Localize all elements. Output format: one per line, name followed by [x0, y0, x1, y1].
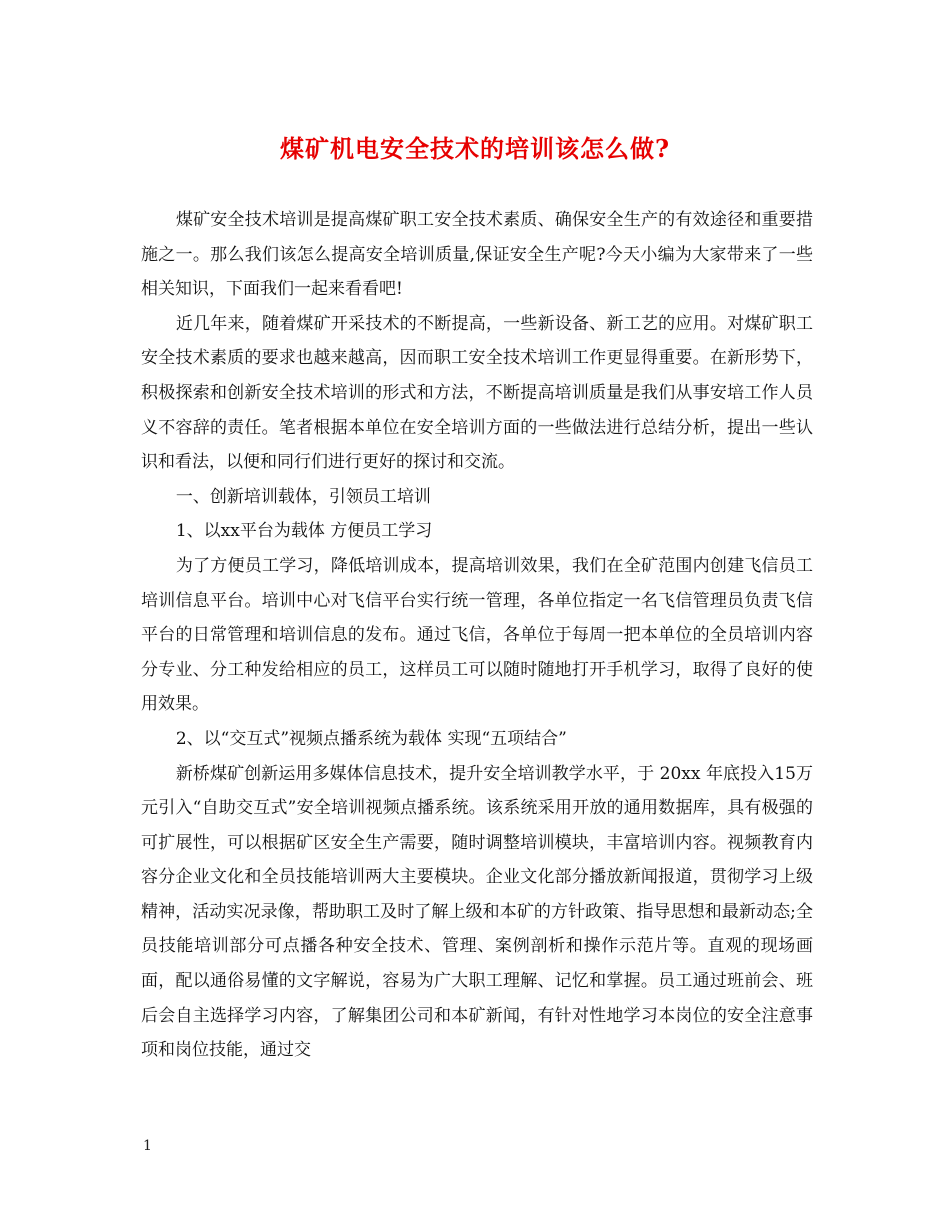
subsection-heading-2: 2、以“交互式”视频点播系统为载体 实现“五项结合” — [175, 728, 567, 749]
document-title: 煤矿机电安全技术的培训该怎么做? — [279, 134, 671, 163]
section-heading-1: 一、创新培训载体，引领员工培训 — [175, 486, 431, 507]
paragraph-video-system: 新桥煤矿创新运用多媒体信息技术，提升安全培训教学水平，于 20xx 年底投入15万元引入“自助交互式”安全培训视频点播系统。该系统采用开放的通用数据库，具有极强的可扩展性，可以根据矿区安全生产需要，随时调整培训模块，丰富培训内容。视频教育内容分企业文化和全员技能培训两大主要模块。企业文化部分播放新闻报道，贯彻学习上级精神，活动实况录像，帮助职工及时了解上级和本矿的方针政策、指导思想和最新动态;全员技能培训部分可点播各种安全技术、管理、案例剖析和操作示范片等。直观的现场画面，配以通俗易懂的文字解说，容易为广大职工理解、记忆和掌握。员工通过班前会、班后会自主选择学习内容，了解集团公司和本矿新闻，有针对性地学习本岗位的安全注意事项和岗位技能，通过交 — [141, 763, 813, 1061]
paragraph-background: 近几年来，随着煤矿开采技术的不断提高，一些新设备、新工艺的应用。对煤矿职工安全技术素质的要求也越来越高，因而职工安全技术培训工作更显得重要。在新形势下，积极探索和创新安全技术培训的形式和方法，不断提高培训质量是我们从事安培工作人员义不容辞的责任。笔者根据本单位在安全培训方面的一些做法进行总结分析，提出一些认识和看法，以便和同行们进行更好的探讨和交流。 — [141, 313, 813, 473]
document-body — [141, 203, 813, 1068]
paragraph-fetion-platform: 为了方便员工学习，降低培训成本，提高培训效果，我们在全矿范围内创建飞信员工培训信息平台。培训中心对飞信平台实行统一管理，各单位指定一名飞信管理员负责飞信平台的日常管理和培训信息的发布。通过飞信，各单位于每周一把本单位的全员培训内容分专业、分工种发给相应的员工，这样员工可以随时随地打开手机学习，取得了良好的使用效果。 — [141, 555, 813, 715]
page-number: 1 — [143, 1138, 152, 1154]
paragraph-intro: 煤矿安全技术培训是提高煤矿职工安全技术素质、确保安全生产的有效途径和重要措施之一。那么我们该怎么提高安全培训质量,保证安全生产呢?今天小编为大家带来了一些相关知识，下面我们一起来看看吧! — [141, 210, 813, 300]
subsection-heading-1: 1、以xx平台为载体 方便员工学习 — [175, 521, 433, 542]
